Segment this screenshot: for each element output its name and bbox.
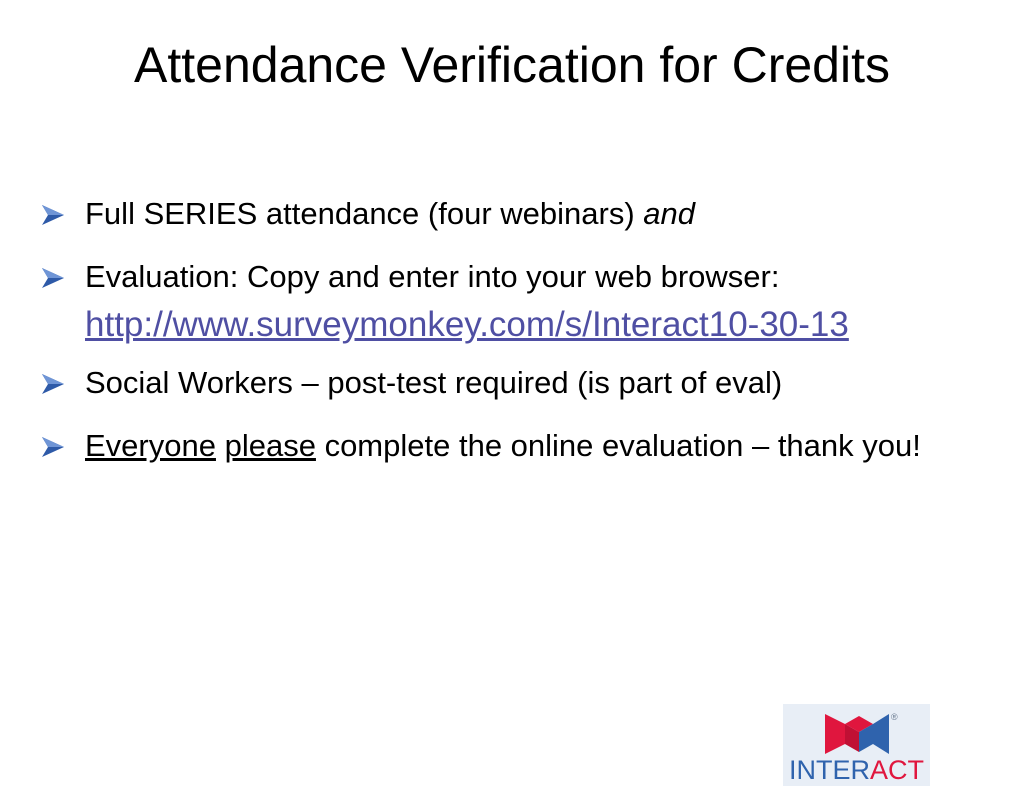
survey-link[interactable]: http://www.surveymonkey.com/s/Interact10-30-13 xyxy=(85,305,849,344)
arrow-bullet-icon xyxy=(40,267,66,289)
bullet-emphasis: and xyxy=(643,196,695,231)
registered-mark: ® xyxy=(891,712,898,722)
bullet-item-series-attendance xyxy=(40,194,980,234)
arrow-bullet-icon xyxy=(40,204,66,226)
logo-word-inter: INTER xyxy=(789,755,870,785)
bullet-text: Evaluation: Copy and enter into your web browser: xyxy=(85,259,780,294)
bullet-text: complete the online evaluation – thank you! xyxy=(315,428,921,463)
bullet-item-evaluation xyxy=(40,257,980,297)
evaluation-link-line xyxy=(40,303,980,347)
interact-logo xyxy=(783,704,930,786)
slide-title: Attendance Verification for Credits xyxy=(134,37,890,93)
arrow-bullet-icon xyxy=(40,436,66,458)
bullet-text: Full SERIES attendance (four webinars) xyxy=(85,196,644,231)
logo-wordmark xyxy=(789,756,924,784)
logo-word-act: ACT xyxy=(870,755,924,785)
bullet-underlined-word: please xyxy=(224,428,316,463)
bullet-item-social-workers xyxy=(40,363,980,403)
interact-logo-mark-icon xyxy=(823,710,891,756)
bullet-underlined-word: Everyone xyxy=(85,428,216,463)
arrow-bullet-icon xyxy=(40,373,66,395)
bullet-item-everyone xyxy=(40,426,980,466)
bullet-list xyxy=(40,194,980,466)
bullet-text: Social Workers – post-test required (is part of eval) xyxy=(85,365,783,400)
